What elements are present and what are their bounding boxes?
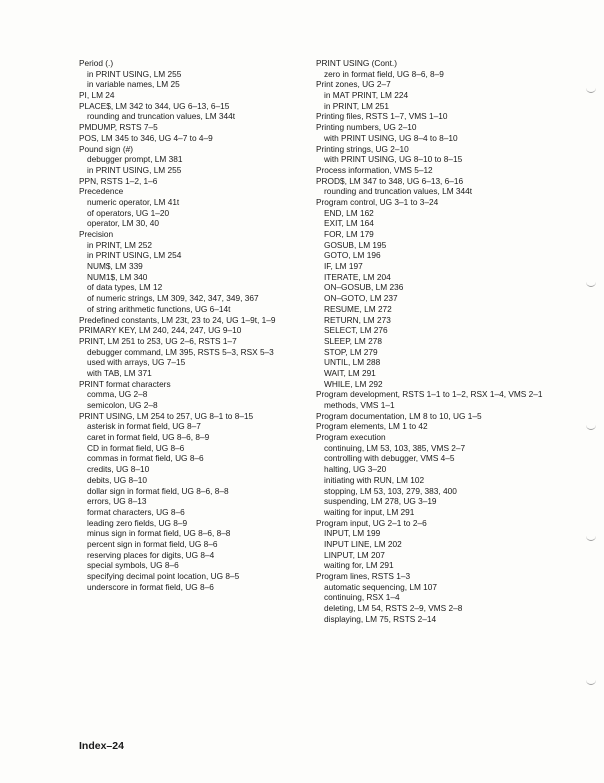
index-subentry: debugger prompt, LM 381 [87, 154, 183, 165]
margin-curl-mark [586, 282, 596, 287]
index-subentry: caret in format field, UG 8–6, 8–9 [87, 432, 210, 443]
index-subentry: of numeric strings, LM 309, 342, 347, 349, 367 [87, 293, 259, 304]
page-number: Index–24 [79, 740, 124, 752]
index-subentry: specifying decimal point location, UG 8–5 [87, 571, 240, 581]
index-subentry: errors, UG 8–13 [87, 496, 147, 507]
index-subentry: continuing, RSX 1–4 [324, 592, 400, 603]
index-subentry: used with arrays, UG 7–15 [87, 357, 186, 368]
index-subentry: with TAB, LM 371 [87, 367, 152, 378]
index-subentry: debits, UG 8–10 [87, 474, 147, 485]
index-subentry: halting, UG 3–20 [324, 464, 387, 475]
index-subentry: WHILE, LM 292 [324, 378, 383, 389]
index-subentry: displaying, LM 75, RSTS 2–14 [324, 613, 437, 624]
index-subentry: comma, UG 2–8 [87, 389, 148, 400]
index-entry: Program execution [316, 432, 386, 443]
index-subentry: UNTIL, LM 288 [324, 357, 381, 368]
index-subentry: leading zero fields, UG 8–9 [87, 517, 188, 528]
index-subentry: FOR, LM 179 [324, 229, 374, 239]
index-subentry: reserving places for digits, UG 8–4 [87, 549, 215, 560]
index-entry: PRIMARY KEY, LM 240, 244, 247, UG 9–10 [79, 325, 242, 336]
index-entry: Program input, UG 2–1 to 2–6 [316, 517, 427, 528]
index-subentry: in PRINT USING, LM 255 [87, 164, 182, 175]
index-subentry: commas in format field, UG 8–6 [87, 453, 204, 464]
index-entry: Printing files, RSTS 1–7, VMS 1–10 [316, 111, 448, 122]
index-subentry: IF, LM 197 [324, 261, 363, 272]
index-column-right [316, 58, 574, 624]
index-subentry: in PRINT, LM 251 [324, 100, 390, 111]
index-subentry: INPUT LINE, LM 202 [324, 538, 402, 549]
index-column-left [79, 58, 303, 592]
index-subentry: semicolon, UG 2–8 [87, 400, 158, 410]
index-subentry: NUM$, LM 339 [87, 261, 143, 272]
index-subentry: methods, VMS 1–1 [324, 400, 395, 410]
index-subentry: operator, LM 30, 40 [87, 218, 159, 229]
index-subentry: WAIT, LM 291 [324, 367, 376, 378]
index-subentry: GOTO, LM 196 [324, 250, 381, 261]
index-subentry: with PRINT USING, UG 8–10 to 8–15 [324, 154, 463, 165]
index-subentry: in PRINT USING, LM 254 [87, 250, 182, 261]
margin-curl-mark [586, 88, 596, 93]
index-subentry: asterisk in format field, UG 8–7 [87, 421, 201, 432]
index-entry: Precedence [79, 186, 124, 197]
index-subentry: INPUT, LM 199 [324, 528, 381, 539]
index-subentry: in PRINT USING, LM 255 [87, 68, 182, 79]
index-subentry: initiating with RUN, LM 102 [324, 474, 425, 485]
index-subentry: CD in format field, UG 8–6 [87, 442, 185, 453]
index-entry: PRINT format characters [79, 378, 171, 389]
index-subentry: of data types, LM 12 [87, 282, 163, 293]
index-subentry: special symbols, UG 8–6 [87, 560, 179, 571]
index-entry: PLACE$, LM 342 to 344, UG 6–13, 6–15 [79, 100, 230, 111]
index-entry: Print zones, UG 2–7 [316, 79, 391, 90]
index-entry: PRINT USING (Cont.) [316, 58, 397, 68]
index-subentry: ON–GOSUB, LM 236 [324, 282, 404, 293]
index-subentry: in MAT PRINT, LM 224 [324, 90, 409, 101]
index-entry: Printing numbers, UG 2–10 [316, 122, 417, 133]
index-entry: PMDUMP, RSTS 7–5 [79, 122, 158, 133]
index-entry: Predefined constants, LM 23t, 23 to 24, UG 1–9t, 1–9 [79, 314, 276, 325]
index-subentry: controlling with debugger, VMS 4–5 [324, 453, 455, 464]
index-subentry: automatic sequencing, LM 107 [324, 581, 438, 592]
index-subentry: END, LM 162 [324, 207, 374, 218]
index-subentry: RETURN, LM 273 [324, 314, 391, 325]
index-entry: Program development, RSTS 1–1 to 1–2, RSX 1–4, VMS 2–1 [316, 389, 543, 400]
index-subentry: SLEEP, LM 278 [324, 335, 382, 346]
index-subentry: continuing, LM 53, 103, 385, VMS 2–7 [324, 442, 466, 453]
index-subentry: dollar sign in format field, UG 8–6, 8–8 [87, 485, 229, 496]
margin-curl-mark [586, 425, 596, 430]
index-subentry: with PRINT USING, UG 8–4 to 8–10 [324, 132, 458, 143]
index-subentry: NUM1$, LM 340 [87, 271, 148, 282]
index-subentry: of string arithmetic functions, UG 6–14t [87, 303, 231, 314]
index-subentry: in variable names, LM 25 [87, 79, 180, 90]
index-entry: Process information, VMS 5–12 [316, 164, 433, 175]
index-subentry: ITERATE, LM 204 [324, 271, 391, 282]
index-subentry: waiting for, LM 291 [324, 560, 394, 571]
index-subentry: debugger command, LM 395, RSTS 5–3, RSX 5–3 [87, 346, 274, 357]
index-entry: Printing strings, UG 2–10 [316, 143, 409, 154]
index-subentry: underscore in format field, UG 8–6 [87, 581, 214, 592]
index-subentry: numeric operator, LM 41t [87, 196, 180, 207]
index-subentry: RESUME, LM 272 [324, 303, 392, 314]
index-subentry: minus sign in format field, UG 8–6, 8–8 [87, 528, 231, 539]
margin-curl-mark [586, 536, 596, 541]
index-entry: PROD$, LM 347 to 348, UG 6–13, 6–16 [316, 175, 464, 186]
index-subentry: in PRINT, LM 252 [87, 239, 153, 250]
index-subentry: deleting, LM 54, RSTS 2–9, VMS 2–8 [324, 603, 463, 614]
index-subentry: GOSUB, LM 195 [324, 239, 387, 250]
index-entry: POS, LM 345 to 346, UG 4–7 to 4–9 [79, 132, 213, 143]
index-entry: Program documentation, LM 8 to 10, UG 1–5 [316, 410, 482, 421]
index-entry: Program lines, RSTS 1–3 [316, 571, 411, 581]
index-entry: PPN, RSTS 1–2, 1–6 [79, 175, 158, 186]
index-subentry: suspending, LM 278, UG 3–19 [324, 496, 437, 507]
index-subentry: waiting for input, LM 291 [324, 506, 415, 517]
index-entry: Precision [79, 229, 114, 239]
index-entry: PRINT USING, LM 254 to 257, UG 8–1 to 8–15 [79, 410, 254, 421]
index-subentry: stopping, LM 53, 103, 279, 383, 400 [324, 485, 457, 496]
index-entry: Period (.) [79, 58, 114, 68]
index-subentry: STOP, LM 279 [324, 346, 378, 357]
margin-curl-mark [586, 680, 596, 685]
index-subentry: rounding and truncation values, LM 344t [324, 186, 473, 197]
index-subentry: credits, UG 8–10 [87, 464, 150, 475]
index-entry: Program control, UG 3–1 to 3–24 [316, 196, 439, 207]
index-subentry: format characters, UG 8–6 [87, 506, 185, 517]
index-subentry: zero in format field, UG 8–6, 8–9 [324, 68, 444, 79]
index-entry: Pound sign (#) [79, 143, 133, 154]
index-subentry: ON–GOTO, LM 237 [324, 293, 398, 304]
index-entry: PI, LM 24 [79, 90, 115, 101]
index-entry: PRINT, LM 251 to 253, UG 2–6, RSTS 1–7 [79, 335, 237, 346]
index-subentry: rounding and truncation values, LM 344t [87, 111, 236, 122]
index-subentry: percent sign in format field, UG 8–6 [87, 538, 218, 549]
index-subentry: of operators, UG 1–20 [87, 207, 170, 218]
index-subentry: EXIT, LM 164 [324, 218, 374, 229]
index-subentry: SELECT, LM 276 [324, 325, 388, 336]
index-entry: Program elements, LM 1 to 42 [316, 421, 428, 432]
index-subentry: LINPUT, LM 207 [324, 549, 385, 560]
